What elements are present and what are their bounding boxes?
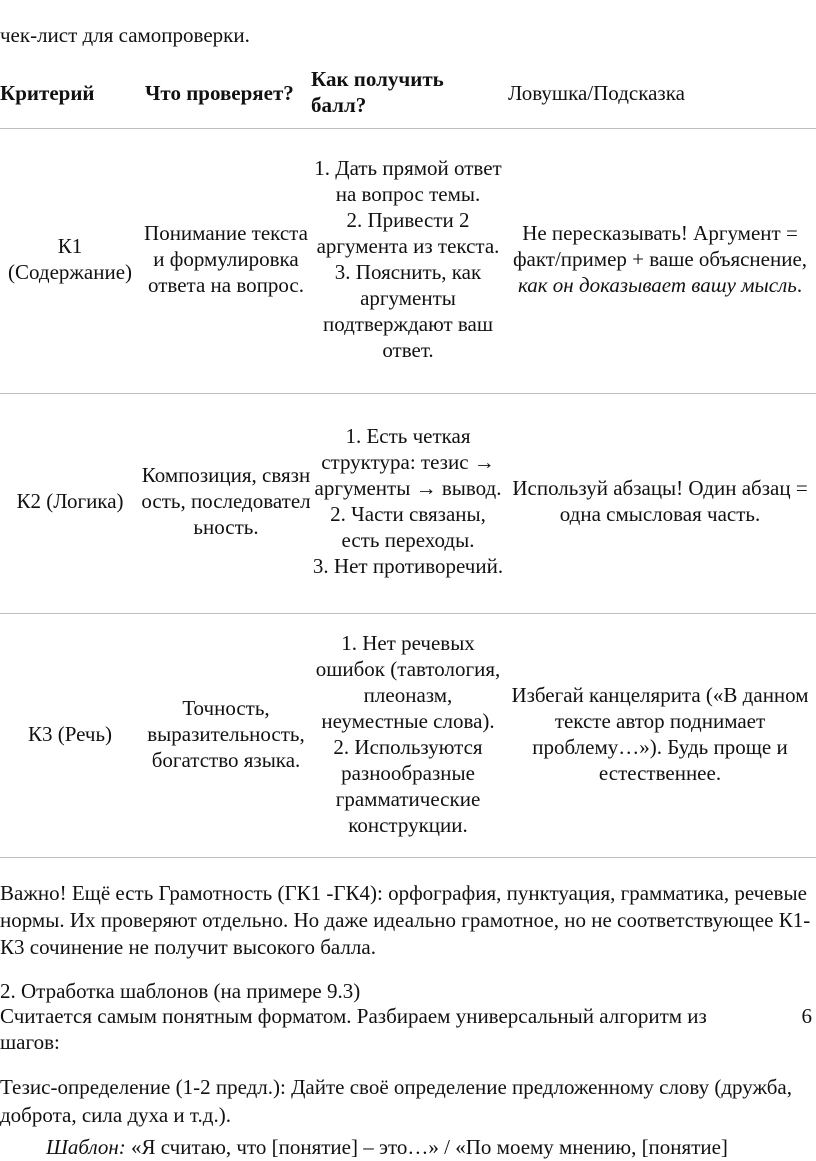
header-criterion: Критерий: [0, 81, 95, 105]
tip-text: Не пересказывать! Аргумент = факт/пример + ваше объяснение,: [512, 221, 808, 271]
how-step: 2. Привести 2 аргумента из текста.: [316, 208, 500, 258]
section2-text-continued: шагов:: [0, 1030, 60, 1054]
section2-title: 2. Отработка шаблонов (на примере 9.3): [0, 979, 361, 1003]
how-step: 3. Нет противоречий.: [312, 554, 504, 578]
table-row-k3-how: [312, 618, 504, 850]
table-rule: [0, 613, 816, 614]
tip-end: .: [796, 273, 803, 297]
section2-number: 6: [801, 1004, 812, 1028]
intro-text: чек-лист для самопроверки.: [0, 23, 250, 47]
table-rule: [0, 128, 816, 129]
table-row-k2-criterion: К2 (Логика): [16, 489, 124, 513]
thesis-paragraph: Тезис-определение (1-2 предл.): Дайте своё определение предложенному слову (дружба, доброта, сила духа и т.д.).: [0, 1075, 792, 1127]
table-row-k3-criterion: К3 (Речь): [27, 722, 113, 746]
template-line: [46, 1134, 812, 1160]
how-step: 2. Используются разнообразные грамматические конструкции.: [333, 735, 483, 837]
checks-text: Композиция, связность, последовательность.: [141, 463, 311, 539]
table-row-k3-checks: Точность, выразительность, богатство языка.: [147, 696, 305, 772]
criterion-code: К1: [57, 234, 83, 258]
header-tip: Ловушка/Подсказка: [508, 81, 685, 105]
table-row-k1-how: [312, 133, 504, 385]
section2-text: Считается самым понятным форматом. Разбираем универсальный алгоритм из: [0, 1004, 707, 1028]
table-row-k2-checks: [140, 400, 312, 602]
table-row-k1-tip: [504, 133, 816, 385]
how-step: 1. Нет речевых ошибок (тавтология, плеоназм, неуместные слова).: [315, 631, 501, 733]
table-rule: [0, 393, 816, 394]
how-step: 1. Дать прямой ответ на вопрос темы.: [314, 156, 502, 206]
table-row-k2-tip: Используй абзацы! Один абзац = одна смысловая часть.: [512, 476, 808, 526]
template-text: «Я считаю, что [понятие] – это…» / «По моему мнению, [понятие]: [125, 1135, 728, 1159]
header-checks: Что проверяет?: [145, 81, 294, 105]
table-row-k1-criterion: [0, 133, 140, 385]
tip-italic: как он доказывает вашу мысль: [517, 273, 797, 297]
table-row-k2-how: [312, 400, 504, 602]
criterion-name: (Содержание): [7, 260, 133, 284]
how-step: 2. Части связаны, есть переходы.: [330, 502, 486, 552]
table-row-k3-tip: Избегай канцелярита («В данном тексте автор поднимает проблему…»). Будь проще и естественнее.: [511, 683, 809, 785]
important-note: Важно! Ещё есть Грамотность (ГК1 -ГК4): орфография, пунктуация, грамматика, речевые нормы. Их проверяют отдельно. Но даже идеально грамотное, но не соответствующее К1-К3 сочинение не получит высокого балла.: [0, 881, 811, 959]
template-label: Шаблон:: [46, 1135, 126, 1159]
how-step: 3. Пояснить, как аргументы подтверждают ваш ответ.: [322, 260, 494, 362]
table-row-k1-checks: Понимание текста и формулировка ответа на вопрос.: [144, 221, 308, 297]
table-rule: [0, 857, 816, 858]
how-step: 1. Есть четкая структура: тезис → аргументы → вывод.: [314, 424, 502, 500]
header-how: Как получить балл?: [311, 67, 444, 117]
